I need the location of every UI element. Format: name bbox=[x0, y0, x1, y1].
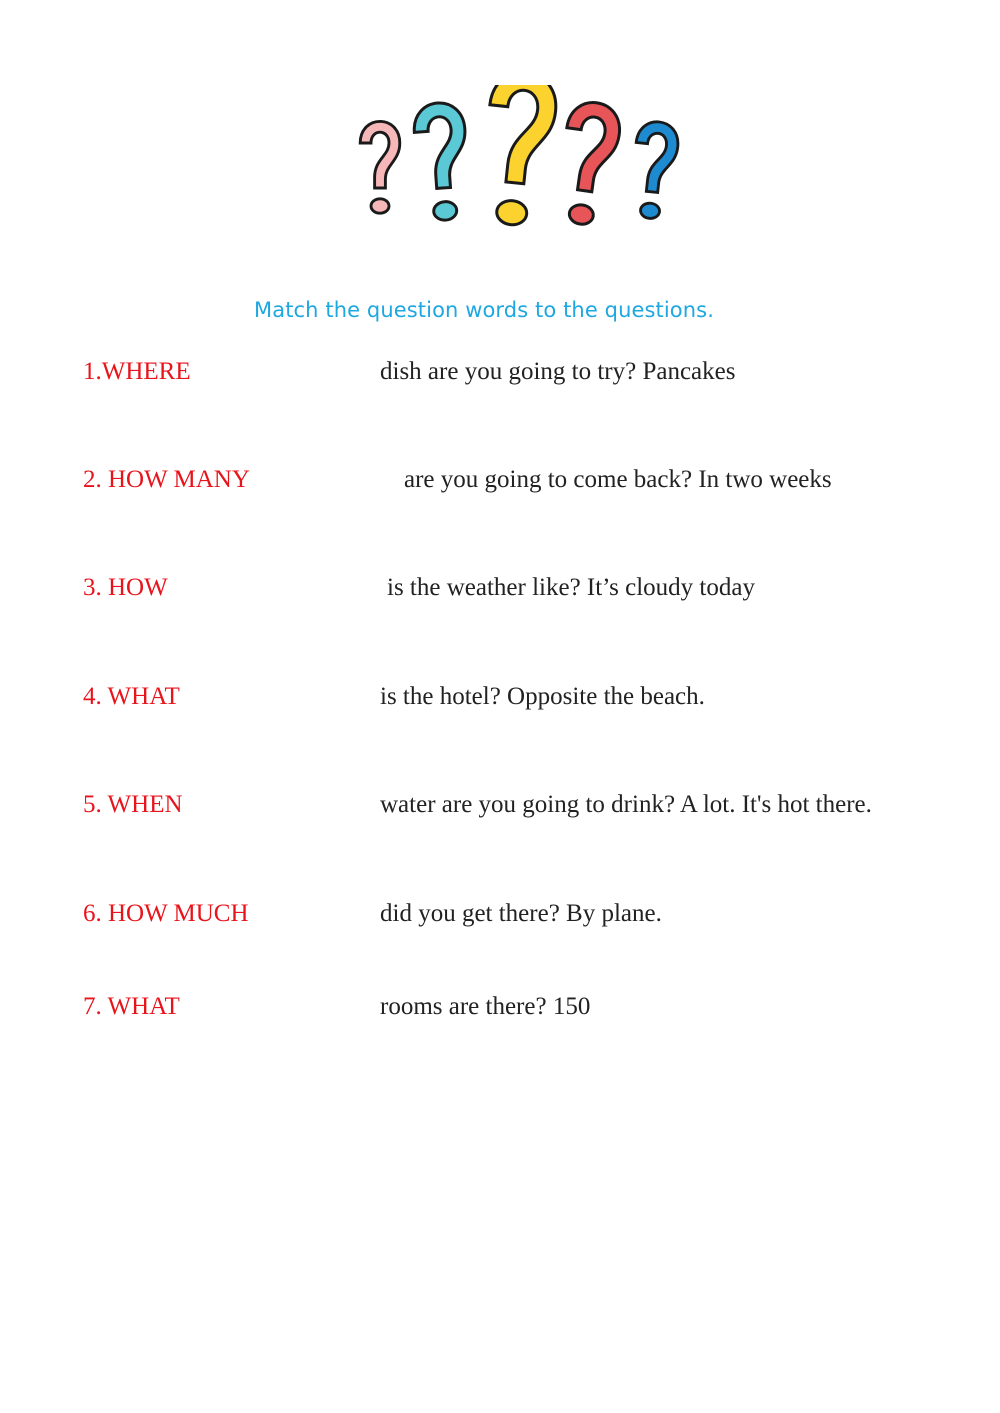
question-word[interactable]: 3. HOW bbox=[83, 574, 168, 601]
pink-question-mark-icon bbox=[360, 121, 400, 213]
blue-question-mark-icon bbox=[628, 120, 680, 221]
question-word[interactable]: 4. WHAT bbox=[83, 683, 180, 710]
match-row-4 bbox=[0, 683, 1000, 723]
question-word[interactable]: 5. WHEN bbox=[83, 791, 183, 818]
yellow-question-mark-icon bbox=[478, 85, 560, 228]
instruction-heading: Match the question words to the questions. bbox=[254, 298, 714, 322]
question-marks-illustration bbox=[350, 85, 690, 255]
question-text[interactable]: did you get there? By plane. bbox=[380, 900, 662, 927]
match-row-6 bbox=[0, 900, 1000, 940]
teal-question-mark-icon bbox=[412, 101, 471, 222]
question-text[interactable]: rooms are there? 150 bbox=[380, 993, 591, 1020]
question-word[interactable]: 7. WHAT bbox=[83, 993, 180, 1020]
match-row-7 bbox=[0, 993, 1000, 1033]
match-row-5 bbox=[0, 791, 1000, 831]
question-text[interactable]: water are you going to drink? A lot. It's hot there. bbox=[380, 791, 872, 818]
question-text[interactable]: is the hotel? Opposite the beach. bbox=[380, 683, 705, 710]
question-text[interactable]: is the weather like? It’s cloudy today bbox=[387, 574, 755, 601]
red-question-mark-icon bbox=[554, 99, 623, 228]
question-text[interactable]: are you going to come back? In two weeks bbox=[404, 466, 832, 493]
question-word[interactable]: 2. HOW MANY bbox=[83, 466, 250, 493]
question-word[interactable]: 1.WHERE bbox=[83, 358, 191, 385]
match-row-3 bbox=[0, 574, 1000, 614]
question-text[interactable]: dish are you going to try? Pancakes bbox=[380, 358, 736, 385]
question-word[interactable]: 6. HOW MUCH bbox=[83, 900, 249, 927]
match-row-2 bbox=[0, 466, 1000, 506]
match-row-1 bbox=[0, 358, 1000, 398]
